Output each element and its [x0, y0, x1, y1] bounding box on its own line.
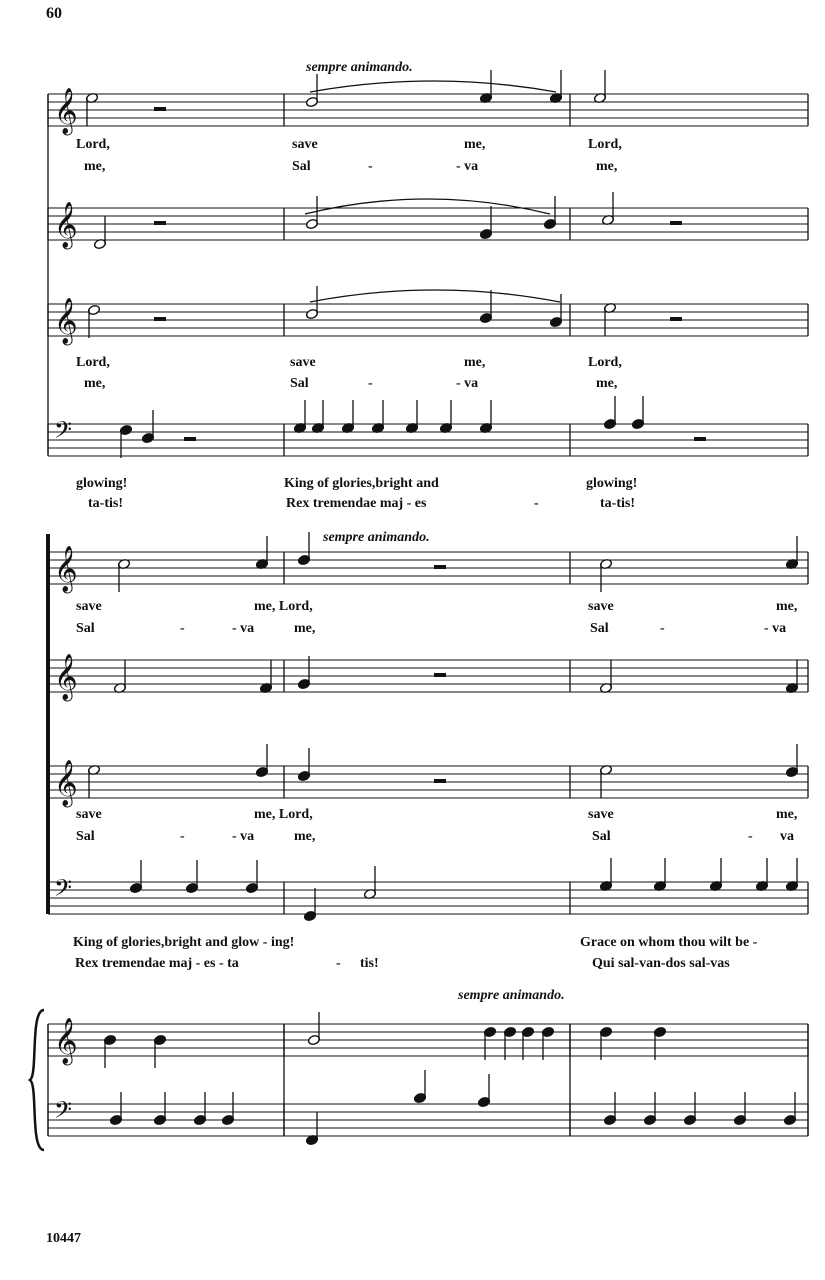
lyric: Lord,	[588, 137, 622, 152]
lyric: me,	[776, 807, 798, 822]
lyric: me, Lord,	[254, 599, 313, 614]
lyric: save	[588, 807, 614, 822]
lyric: Lord,	[76, 137, 110, 152]
half-rest	[434, 779, 446, 783]
half-rest	[434, 673, 446, 677]
treble-clef: 𝄞	[54, 202, 78, 248]
half-rest	[670, 317, 682, 321]
lyric: ta-tis!	[600, 496, 635, 511]
lyric: Sal	[292, 159, 311, 174]
lyric: Sal	[592, 829, 611, 844]
piano-brace	[30, 1010, 44, 1150]
lyric: -	[336, 956, 341, 971]
slur	[305, 199, 550, 214]
plate-number: 10447	[46, 1231, 81, 1246]
lyric: - va	[232, 621, 255, 636]
half-rest	[154, 107, 166, 111]
lyric: Sal	[590, 621, 609, 636]
bass-clef: 𝄢	[54, 1096, 73, 1129]
slur	[310, 81, 556, 92]
lyric: me,	[464, 355, 486, 370]
lyric: Lord,	[588, 355, 622, 370]
tempo-direction: sempre animando.	[323, 530, 430, 545]
lyric: Sal	[290, 376, 309, 391]
lyric: -	[534, 496, 539, 511]
treble-clef: 𝄞	[54, 88, 78, 134]
treble-clef: 𝄞	[54, 298, 78, 344]
lyric: Grace on whom thou wilt be -	[580, 935, 758, 950]
bass-clef: 𝄢	[54, 874, 73, 907]
lyric: - va	[232, 829, 255, 844]
lyric: King of glories,bright and	[284, 476, 439, 491]
lyric: me,	[464, 137, 486, 152]
tempo-direction: sempre animando.	[306, 60, 413, 75]
tempo-direction: sempre animando.	[458, 988, 565, 1003]
half-rest	[184, 437, 196, 441]
lyric: King of glories,bright and glow - ing!	[73, 935, 295, 950]
treble-clef: 𝄞	[54, 546, 78, 592]
lyric: Lord,	[76, 355, 110, 370]
lyric: Qui sal-van-dos sal-vas	[592, 956, 730, 971]
treble-clef: 𝄞	[54, 654, 78, 700]
lyric: me,	[776, 599, 798, 614]
staff-lines	[48, 94, 808, 1136]
barlines	[48, 94, 808, 1136]
half-rest	[154, 221, 166, 225]
lyric: -	[180, 829, 185, 844]
lyric: - va	[456, 376, 479, 391]
lyric: ta-tis!	[88, 496, 123, 511]
lyric: -	[368, 376, 373, 391]
lyric: me,	[84, 376, 106, 391]
half-rest	[434, 565, 446, 569]
lyric: Rex tremendae maj - es	[286, 496, 427, 511]
lyric: me,	[596, 376, 618, 391]
lyric: Sal	[76, 829, 95, 844]
lyric: me,	[294, 829, 316, 844]
lyric: glowing!	[586, 476, 638, 491]
lyric: tis!	[360, 956, 379, 971]
lyric: me,	[84, 159, 106, 174]
lyric: va	[780, 829, 794, 844]
lyric: save	[290, 355, 316, 370]
lyric: me, Lord,	[254, 807, 313, 822]
slur	[310, 290, 560, 302]
lyric: - va	[456, 159, 479, 174]
lyric: save	[76, 599, 102, 614]
lyric: me,	[596, 159, 618, 174]
half-rest	[694, 437, 706, 441]
half-rest	[154, 317, 166, 321]
page-number: 60	[46, 5, 62, 22]
notation-marks	[54, 70, 799, 1146]
treble-clef: 𝄞	[54, 1018, 78, 1064]
treble-clef: 𝄞	[54, 760, 78, 806]
lyric: save	[588, 599, 614, 614]
lyric: Rex tremendae maj - es - ta	[75, 956, 239, 971]
lyric: me,	[294, 621, 316, 636]
lyric: -	[368, 159, 373, 174]
lyric: -	[180, 621, 185, 636]
lyric: -	[748, 829, 753, 844]
half-rest	[670, 221, 682, 225]
bass-clef: 𝄢	[54, 416, 73, 449]
lyric: -	[660, 621, 665, 636]
lyric: save	[292, 137, 318, 152]
lyric: - va	[764, 621, 787, 636]
lyric: glowing!	[76, 476, 128, 491]
lyric: save	[76, 807, 102, 822]
lyric: Sal	[76, 621, 95, 636]
